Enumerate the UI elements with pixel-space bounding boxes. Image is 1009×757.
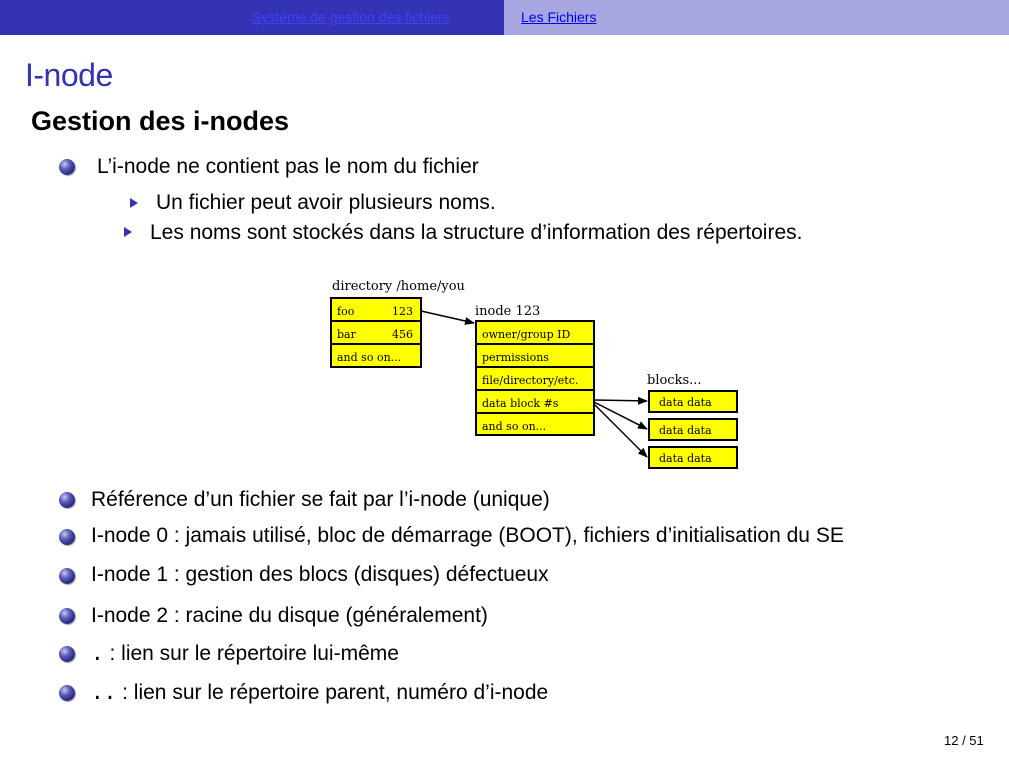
sub-bullet-text: Les noms sont stockés dans la structure d’information des répertoires. xyxy=(150,221,803,244)
block-title: Gestion des i-nodes xyxy=(31,106,290,136)
nav-subsection-area xyxy=(504,0,1009,35)
dir-entry-name: foo xyxy=(337,305,355,318)
inode-field: and so on... xyxy=(482,420,547,433)
bullet-text-rest: : lien sur le répertoire parent, numéro d’i-node xyxy=(116,681,549,704)
nav-link-section[interactable]: Système de gestion des fichiers xyxy=(252,9,450,25)
data-block-text: data data xyxy=(659,396,712,409)
code-dot: . xyxy=(91,641,104,665)
sub-bullet-arrow-icon xyxy=(130,198,138,208)
pointer-arrow xyxy=(594,400,647,401)
bullet-text: I-node 2 : racine du disque (généralement) xyxy=(91,604,488,627)
bullet-text: L’i-node ne contient pas le nom du fichier xyxy=(97,155,479,178)
frame-title: I-node xyxy=(25,57,113,93)
bullet-ball-icon xyxy=(59,492,75,508)
bullet-text: Référence d’un fichier se fait par l’i-node (unique) xyxy=(91,488,550,511)
data-block-text: data data xyxy=(659,452,712,465)
inode-field: permissions xyxy=(482,351,549,364)
bullet-text: I-node 0 : jamais utilisé, bloc de démarrage (BOOT), fichiers d’initialisation du SE xyxy=(91,524,844,547)
pointer-arrow xyxy=(594,404,647,457)
directory-label: directory /home/you xyxy=(332,279,465,294)
bullet-text xyxy=(91,641,399,666)
inode-field: file/directory/etc. xyxy=(482,374,579,387)
inode-label: inode 123 xyxy=(475,304,541,319)
inode-field: owner/group ID xyxy=(482,328,571,341)
bullet-ball-icon xyxy=(59,159,75,175)
dir-entry-name: and so on... xyxy=(337,351,402,364)
dir-entry-inode: 456 xyxy=(392,328,413,341)
navigation-bar xyxy=(0,0,1009,35)
nav-section-area xyxy=(0,0,504,35)
sub-bullet-arrow-icon xyxy=(124,227,132,237)
code-dotdot: .. xyxy=(91,680,117,704)
blocks-label: blocks... xyxy=(647,373,702,388)
inode-field: data block #s xyxy=(482,397,559,410)
bullet-text: I-node 1 : gestion des blocs (disques) défectueux xyxy=(91,563,549,586)
bullet-ball-icon xyxy=(59,608,75,624)
bullet-ball-icon xyxy=(59,568,75,584)
sub-bullet-text: Un fichier peut avoir plusieurs noms. xyxy=(156,191,496,214)
pointer-arrow xyxy=(594,402,647,429)
bullet-text-rest: : lien sur le répertoire lui-même xyxy=(103,642,399,665)
dir-entry-inode: 123 xyxy=(392,305,413,318)
dir-entry-name: bar xyxy=(337,328,356,341)
pointer-arrow xyxy=(421,311,474,323)
bullet-ball-icon xyxy=(59,529,75,545)
bullet-ball-icon xyxy=(59,685,75,701)
nav-link-subsection[interactable]: Les Fichiers xyxy=(521,9,597,25)
page-number: 12 / 51 xyxy=(944,733,984,748)
data-block-text: data data xyxy=(659,424,712,437)
inode-diagram xyxy=(329,276,741,474)
bullet-ball-icon xyxy=(59,646,75,662)
bullet-text xyxy=(91,680,548,705)
